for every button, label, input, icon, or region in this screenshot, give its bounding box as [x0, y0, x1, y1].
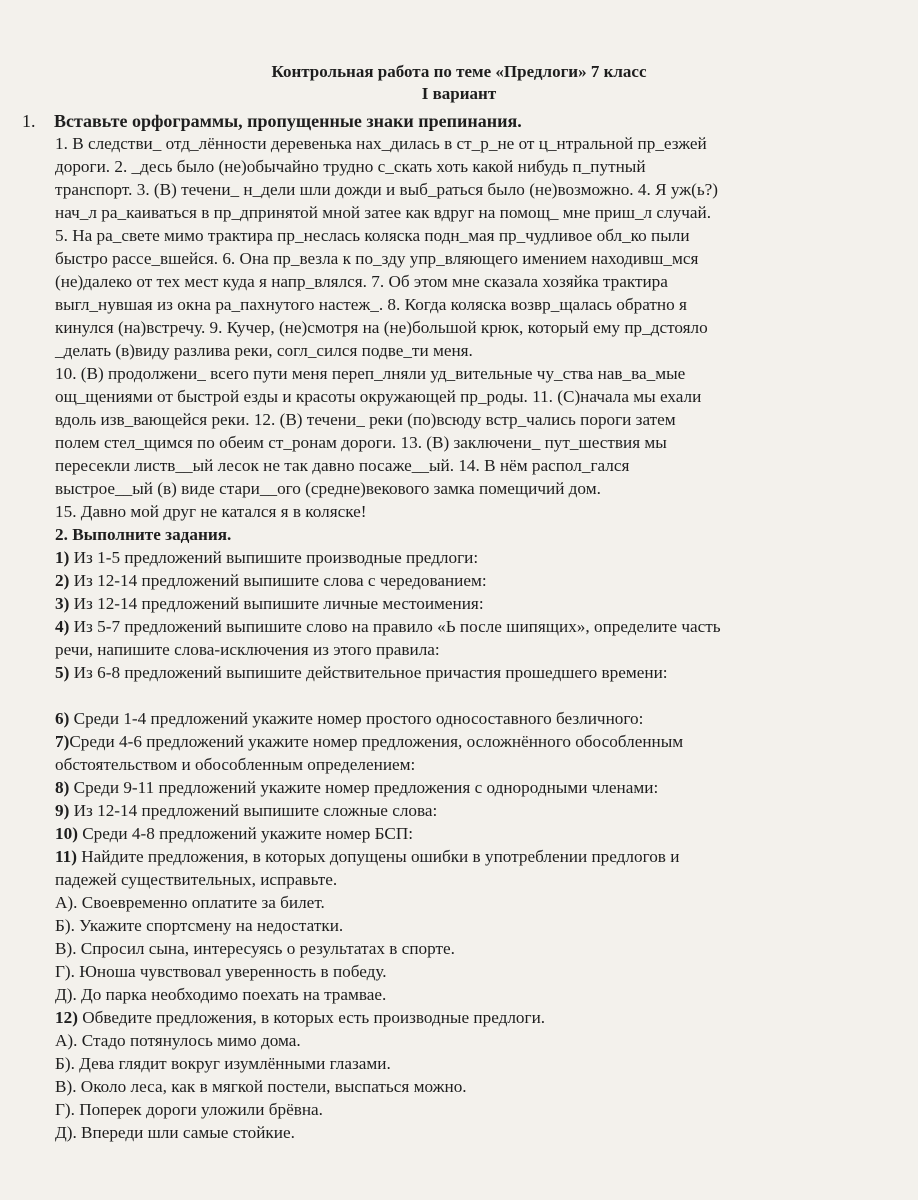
item-number: 1) — [55, 548, 70, 567]
task-1-heading — [22, 110, 522, 132]
text-line: вдоль изв_вающейся реки. 12. (В) течени_ реки (по)всюду встр_чались пороги затем — [55, 410, 676, 429]
task-2-item-1 — [55, 546, 873, 569]
item-number: 8) — [55, 778, 70, 797]
option-11-d: Г). Юноша чувствовал уверенность в победу. — [55, 962, 387, 981]
text-line: полем стел_щимся по обеим ст_ронам дороги. 13. (В) заключени_ пут_шествия мы — [55, 433, 667, 452]
task-2-heading: 2. Выполните задания. — [55, 525, 232, 544]
task-2-item-4 — [55, 615, 873, 638]
task-1-instruction: Вставьте орфограммы, пропущенные знаки препинания. — [54, 111, 522, 131]
worksheet-body — [55, 132, 873, 1144]
text-line: ощ_щениями от быстрой езды и красоты окружающей пр_роды. 11. (С)начала мы ехали — [55, 387, 702, 406]
item-text: Обведите предложения, в которых есть производные предлоги. — [82, 1008, 546, 1027]
item-text: Среди 4-6 предложений укажите номер предложения, осложнённого обособленным — [69, 732, 684, 751]
text-line: пересекли листв__ый лесок не так давно посаже__ый. 14. В нём распол_гался — [55, 456, 630, 475]
task-2-item-5 — [55, 661, 873, 684]
item-number: 7) — [55, 732, 70, 751]
worksheet-title: Контрольная работа по теме «Предлоги» 7 класс — [271, 62, 647, 81]
option-11-c: В). Спросил сына, интересуясь о результатах в спорте. — [55, 939, 455, 958]
item-number: 10) — [55, 824, 78, 843]
text-line: 10. (В) продолжени_ всего пути меня переп_лняли уд_вительные чу_ства нав_ва_мые — [55, 364, 686, 383]
option-12-e: Д). Впереди шли самые стойкие. — [55, 1123, 295, 1142]
task-2-item-6 — [55, 707, 873, 730]
item-text: Из 6-8 предложений выпишите действительное причастия прошедшего времени: — [73, 663, 668, 682]
task-2-item-3 — [55, 592, 873, 615]
item-text: Из 12-14 предложений выпишите личные местоимения: — [73, 594, 484, 613]
item-number: 3) — [55, 594, 70, 613]
text-line: нач_л ра_каиваться в пр_дпринятой мной затее как вдруг на помощ_ мне приш_л случай. — [55, 203, 711, 222]
text-line: выгл_нувшая из окна ра_пахнутого настеж_. 8. Когда коляска возвр_щалась обратно я — [55, 295, 687, 314]
text-line: кинулся (на)встречу. 9. Кучер, (не)смотря на (не)большой крюк, который ему пр_дстояло — [55, 318, 708, 337]
option-12-c: В). Около леса, как в мягкой постели, выспаться можно. — [55, 1077, 467, 1096]
item-number: 4) — [55, 617, 70, 636]
option-11-e: Д). До парка необходимо поехать на трамвае. — [55, 985, 387, 1004]
answer-gap — [55, 684, 873, 707]
item-text: Из 12-14 предложений выпишите слова с чередованием: — [73, 571, 487, 590]
item-text: Среди 4-8 предложений укажите номер БСП: — [82, 824, 414, 843]
task-2-item-4-cont: речи, напишите слова-исключения из этого правила: — [55, 640, 440, 659]
item-number: 5) — [55, 663, 70, 682]
task-1-number: 1. — [22, 111, 36, 131]
text-line: транспорт. 3. (В) течени_ н_дели шли дожди и выб_раться было (не)возможно. 4. Я уж(ь?) — [55, 180, 719, 199]
task-2-item-12 — [55, 1006, 873, 1029]
item-text: Найдите предложения, в которых допущены ошибки в употреблении предлогов и — [81, 847, 680, 866]
item-number: 2) — [55, 571, 70, 590]
item-text: Среди 1-4 предложений укажите номер простого односоставного безличного: — [73, 709, 644, 728]
task-2-item-2 — [55, 569, 873, 592]
task-2-item-9 — [55, 799, 873, 822]
option-12-b: Б). Дева глядит вокруг изумлёнными глазами. — [55, 1054, 391, 1073]
text-line: дороги. 2. _десь было (не)обычайно трудно с_скать хоть какой нибудь п_путный — [55, 157, 646, 176]
task-2-item-7-cont: обстоятельством и обособленным определением: — [55, 755, 416, 774]
item-number: 11) — [55, 847, 77, 866]
item-text: Из 12-14 предложений выпишите сложные слова: — [73, 801, 438, 820]
item-number: 12) — [55, 1008, 78, 1027]
item-number: 9) — [55, 801, 70, 820]
task-2-item-11-cont: падежей существительных, исправьте. — [55, 870, 338, 889]
text-line: 15. Давно мой друг не катался я в коляске! — [55, 502, 367, 521]
task-2-item-8 — [55, 776, 873, 799]
task-2-item-11 — [55, 845, 873, 868]
option-12-d: Г). Поперек дороги уложили брёвна. — [55, 1100, 323, 1119]
text-line: выстрое__ый (в) виде стари__ого (средне)векового замка помещичий дом. — [55, 479, 601, 498]
task-2-item-10 — [55, 822, 873, 845]
item-text: Из 5-7 предложений выпишите слово на правило «Ь после шипящих», определите часть — [73, 617, 721, 636]
text-line: _делать (в)виду разлива реки, согл_сился подве_ти меня. — [55, 341, 473, 360]
item-text: Среди 9-11 предложений укажите номер предложения с однородными членами: — [73, 778, 659, 797]
option-11-a: А). Своевременно оплатите за билет. — [55, 893, 325, 912]
item-number: 6) — [55, 709, 70, 728]
item-text: Из 1-5 предложений выпишите производные предлоги: — [73, 548, 479, 567]
option-11-b: Б). Укажите спортсмену на недостатки. — [55, 916, 344, 935]
text-line: 1. В следстви_ отд_лённости деревенька нах_дилась в ст_р_не от ц_нтральной пр_езжей — [55, 134, 707, 153]
variant-title: I вариант — [421, 84, 497, 103]
text-line: быстро рассе_вшейся. 6. Она пр_везла к по_зду упр_вляющего имением находивш_мся — [55, 249, 699, 268]
text-line: (не)далеко от тех мест куда я напр_влялся. 7. Об этом мне сказала хозяйка трактира — [55, 272, 668, 291]
task-2-item-7 — [55, 730, 873, 753]
text-line: 5. На ра_свете мимо трактира пр_неслась коляска подн_мая пр_чудливое обл_ко пыли — [55, 226, 690, 245]
option-12-a: А). Стадо потянулось мимо дома. — [55, 1031, 301, 1050]
